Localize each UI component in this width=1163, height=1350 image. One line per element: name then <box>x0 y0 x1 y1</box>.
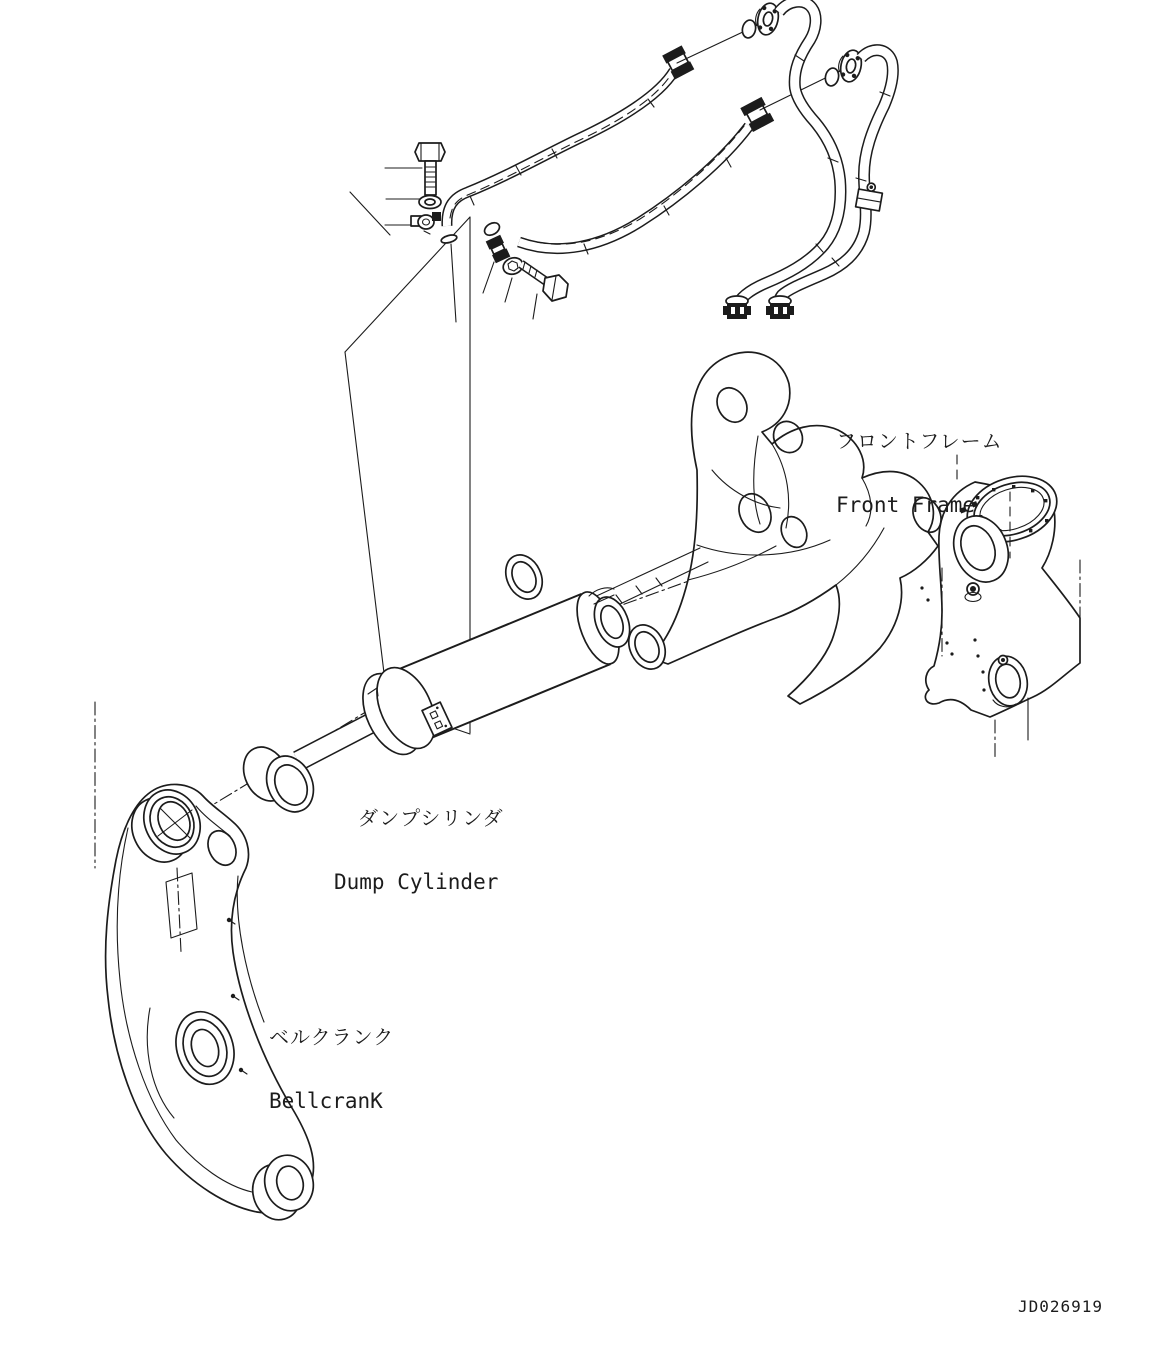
hydraulic-hoses <box>447 1 864 254</box>
label-bellcrank-en: BellcranK <box>269 1089 383 1113</box>
o-ring <box>741 19 757 39</box>
label-dump-cylinder <box>334 767 504 934</box>
label-bellcrank-jp: ベルクランク <box>269 1025 395 1049</box>
label-front-frame-jp: フロントフレーム <box>836 429 1003 453</box>
hose-clamp-drawing <box>486 235 511 264</box>
hex-bolt-drawing <box>415 143 445 195</box>
o-ring <box>824 67 840 87</box>
hydraulic-tubes <box>723 2 893 319</box>
tube-end-flange <box>723 296 751 319</box>
label-front-frame <box>836 390 1003 557</box>
label-dump-cylinder-jp: ダンプシリンダ <box>358 806 504 830</box>
plate-washer-drawing <box>440 234 457 245</box>
hex-bolt-drawing <box>521 262 568 301</box>
washer-drawing <box>419 196 441 209</box>
label-front-frame-en: Front Frame <box>836 493 976 517</box>
elbow-fitting-drawing <box>411 212 441 234</box>
label-dump-cylinder-en: Dump Cylinder <box>334 870 499 894</box>
tube-end-flange <box>766 296 794 319</box>
drawing-number: JD026919 <box>1018 1297 1104 1316</box>
label-bellcrank <box>269 986 394 1153</box>
fastener-callouts-top <box>385 143 458 322</box>
o-ring <box>482 220 501 238</box>
fastener-callouts-mid <box>482 220 568 319</box>
